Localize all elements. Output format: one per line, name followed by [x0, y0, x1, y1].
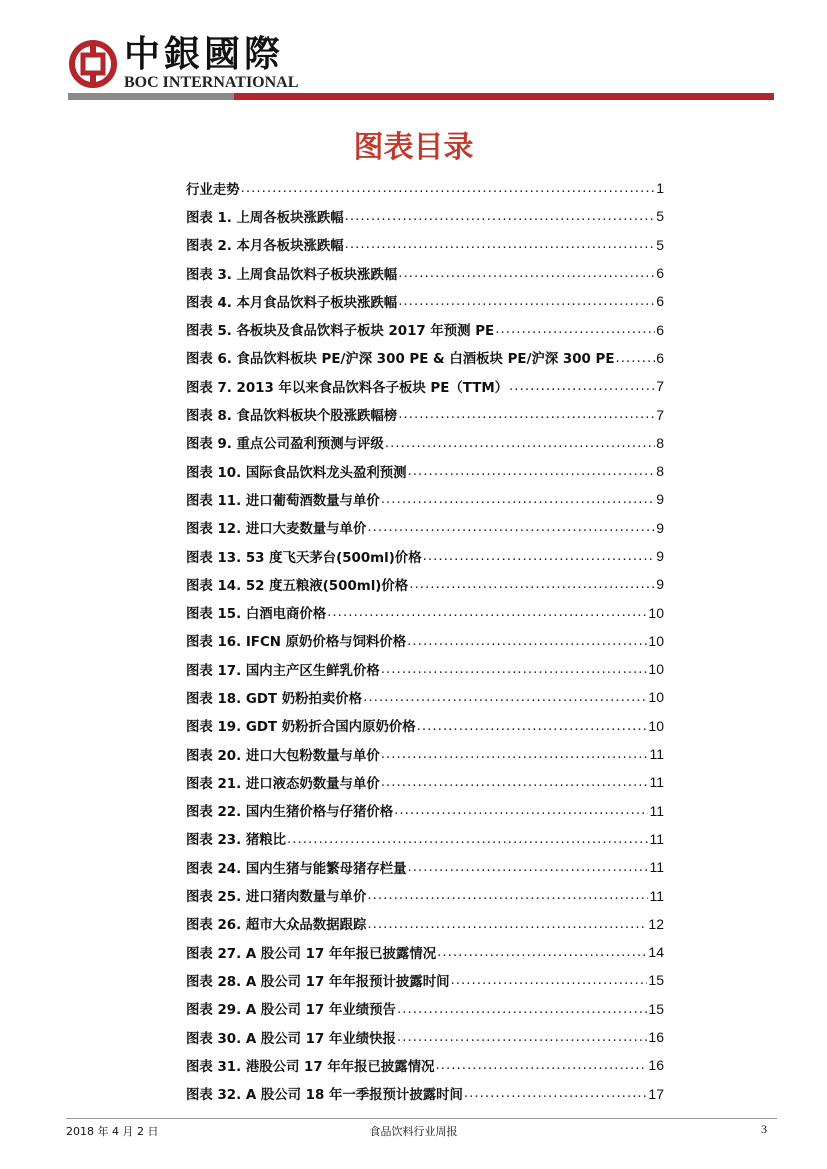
toc-entry-page: 10 [648, 717, 664, 734]
toc-entry-label: 图表 9. 重点公司盈利预测与评级 [186, 437, 384, 453]
toc-entry-label: 图表 3. 上周食品饮料子板块涨跌幅 [186, 267, 398, 283]
header-rule-red [234, 93, 774, 100]
toc-entry-page: 11 [649, 859, 664, 876]
toc-dot-leader [345, 210, 656, 230]
toc-entry-page: 15 [648, 1000, 664, 1017]
toc-entry-page: 5 [656, 208, 664, 225]
toc-dot-leader [241, 182, 656, 202]
toc-entry-page: 9 [656, 491, 664, 508]
toc-entry-page: 12 [648, 915, 664, 932]
toc-entry-label: 图表 16. IFCN 原奶价格与饲料价格 [186, 635, 407, 651]
toc-entry-page: 10 [648, 689, 664, 706]
toc-entry-page: 14 [648, 944, 664, 961]
toc-entry-label: 图表 21. 进口液态奶数量与单价 [186, 776, 380, 792]
toc-entry-page: 11 [649, 746, 664, 763]
toc-entry-page: 11 [649, 802, 664, 819]
toc-entry[interactable] [186, 542, 664, 570]
toc-entry-label: 图表 13. 53 度飞天茅台(500ml)价格 [186, 550, 422, 566]
toc-dot-leader [381, 663, 648, 683]
toc-dot-leader [423, 550, 656, 570]
toc-entry-page: 6 [656, 293, 664, 310]
toc-entry-label: 图表 19. GDT 奶粉折合国内原奶价格 [186, 720, 416, 736]
toc-entry-label: 行业走势 [186, 182, 240, 198]
toc-entry-label: 图表 28. A 股公司 17 年年报预计披露时间 [186, 974, 450, 990]
toc-dot-leader [381, 748, 649, 768]
toc-entry-page: 11 [649, 774, 664, 791]
toc-entry-page: 6 [656, 349, 664, 366]
toc-dot-leader [615, 352, 655, 372]
toc-dot-leader [435, 1059, 647, 1079]
footer-report-name: 食品饮料行业周报 [369, 1125, 458, 1138]
toc-entry[interactable] [186, 825, 664, 853]
toc-entry[interactable] [186, 174, 664, 202]
toc-entry[interactable] [186, 372, 664, 400]
toc-dot-leader [409, 578, 655, 598]
toc-entry-label: 图表 26. 超市大众品数据跟踪 [186, 918, 367, 934]
toc-entry-page: 5 [656, 236, 664, 253]
toc-entry-page: 9 [656, 576, 664, 593]
toc-entry[interactable] [186, 797, 664, 825]
toc-entry-page: 16 [648, 1057, 664, 1074]
toc-dot-leader [397, 1003, 647, 1023]
toc-entry-label: 图表 7. 2013 年以来食品饮料各子板块 PE（TTM） [186, 380, 509, 396]
toc-entry[interactable] [186, 287, 664, 315]
toc-entry[interactable] [186, 315, 664, 343]
toc-entry-label: 图表 14. 52 度五粮液(500ml)价格 [186, 578, 409, 594]
toc-entry-label: 图表 18. GDT 奶粉拍卖价格 [186, 691, 363, 707]
toc-dot-leader [345, 238, 656, 258]
toc-dot-leader [407, 635, 647, 655]
toc-entry[interactable] [186, 1080, 664, 1108]
toc-entry-label: 图表 24. 国内生猪与能繁母猪存栏量 [186, 861, 407, 877]
toc-entry-label: 图表 12. 进口大麦数量与单价 [186, 522, 367, 538]
toc-entry[interactable] [186, 627, 664, 655]
toc-entry[interactable] [186, 259, 664, 287]
toc-entry[interactable] [186, 344, 664, 372]
footer-date: 2018 年 4 月 2 日 [66, 1125, 159, 1138]
toc-entry[interactable] [186, 429, 664, 457]
toc-entry[interactable] [186, 202, 664, 230]
toc-dot-leader [397, 1031, 647, 1051]
toc-entry-label: 图表 23. 猪粮比 [186, 833, 286, 849]
toc-entry[interactable] [186, 400, 664, 428]
toc-entry-page: 1 [656, 180, 664, 197]
toc-dot-leader [417, 720, 648, 740]
toc-entry-label: 图表 32. A 股公司 18 年一季报预计披露时间 [186, 1088, 463, 1104]
toc-entry[interactable] [186, 938, 664, 966]
toc-dot-leader [367, 521, 655, 541]
toc-entry-page: 11 [649, 830, 664, 847]
toc-entry-label: 图表 6. 食品饮料板块 PE/沪深 300 PE & 白酒板块 PE/沪深 300 PE [186, 352, 615, 368]
boc-logo-icon [69, 40, 117, 88]
toc-entry[interactable] [186, 995, 664, 1023]
toc-entry-page: 7 [656, 378, 664, 395]
toc-entry[interactable] [186, 485, 664, 513]
toc-entry-label: 图表 20. 进口大包粉数量与单价 [186, 748, 380, 764]
toc-dot-leader [495, 323, 655, 343]
toc-entry[interactable] [186, 457, 664, 485]
toc-entry-page: 10 [648, 661, 664, 678]
toc-entry[interactable] [186, 712, 664, 740]
toc-dot-leader [287, 833, 648, 853]
toc-entry-page: 11 [649, 887, 664, 904]
toc-entry-page: 8 [656, 434, 664, 451]
toc-entry-page: 8 [656, 463, 664, 480]
toc-dot-leader [385, 437, 655, 457]
toc-entry-label: 图表 25. 进口猪肉数量与单价 [186, 890, 367, 906]
toc-entry-page: 10 [648, 632, 664, 649]
toc-dot-leader [363, 691, 647, 711]
toc-entry[interactable] [186, 231, 664, 259]
toc-entry-label: 图表 11. 进口葡萄酒数量与单价 [186, 493, 380, 509]
toc-entry[interactable] [186, 881, 664, 909]
toc-dot-leader [408, 861, 649, 881]
page-header [0, 0, 827, 105]
footer-page-number: 3 [761, 1122, 767, 1136]
toc-entry-label: 图表 17. 国内主产区生鲜乳价格 [186, 663, 380, 679]
logo-english-name: BOC INTERNATIONAL [124, 74, 299, 91]
toc-dot-leader [394, 804, 648, 824]
toc-entry-label: 图表 10. 国际食品饮料龙头盈利预测 [186, 465, 407, 481]
toc-dot-leader [398, 267, 655, 287]
toc-entry-page: 6 [656, 321, 664, 338]
toc-entry[interactable] [186, 655, 664, 683]
toc-entry[interactable] [186, 853, 664, 881]
toc-entry-label: 图表 31. 港股公司 17 年年报已披露情况 [186, 1059, 435, 1075]
logo-chinese-name: 中銀國際 [124, 33, 285, 75]
header-rule-gray [68, 93, 234, 100]
toc-dot-leader [437, 946, 647, 966]
toc-entry-label: 图表 8. 食品饮料板块个股涨跌幅榜 [186, 409, 398, 425]
toc-dot-leader [451, 974, 648, 994]
toc-dot-leader [381, 493, 655, 513]
table-of-figures [186, 174, 664, 1108]
toc-entry-page: 15 [648, 972, 664, 989]
toc-entry-label: 图表 4. 本月食品饮料子板块涨跌幅 [186, 295, 398, 311]
toc-dot-leader [509, 380, 655, 400]
page-title: 图表目录 [353, 130, 474, 165]
toc-entry-label: 图表 27. A 股公司 17 年年报已披露情况 [186, 946, 437, 962]
toc-dot-leader [408, 465, 656, 485]
toc-entry[interactable] [186, 1023, 664, 1051]
toc-entry[interactable] [186, 1051, 664, 1079]
footer-rule [66, 1118, 777, 1119]
toc-dot-leader [398, 408, 655, 428]
toc-entry-page: 17 [648, 1085, 664, 1102]
toc-entry[interactable] [186, 768, 664, 796]
toc-dot-leader [464, 1087, 648, 1107]
toc-entry-label: 图表 1. 上周各板块涨跌幅 [186, 210, 344, 226]
toc-entry[interactable] [186, 966, 664, 994]
toc-entry-page: 16 [648, 1029, 664, 1046]
toc-entry-label: 图表 15. 白酒电商价格 [186, 607, 327, 623]
toc-entry[interactable] [186, 910, 664, 938]
toc-entry-page: 6 [656, 265, 664, 282]
toc-entry-label: 图表 29. A 股公司 17 年业绩预告 [186, 1003, 396, 1019]
toc-dot-leader [398, 295, 655, 315]
toc-entry-page: 7 [656, 406, 664, 423]
toc-entry-label: 图表 5. 各板块及食品饮料子板块 2017 年预测 PE [186, 324, 495, 340]
toc-entry-page: 9 [656, 548, 664, 564]
toc-entry-page: 10 [648, 604, 664, 621]
toc-dot-leader [367, 889, 648, 909]
toc-entry[interactable] [186, 570, 664, 598]
toc-entry[interactable] [186, 740, 664, 768]
toc-dot-leader [327, 606, 647, 626]
toc-entry[interactable] [186, 598, 664, 626]
toc-dot-leader [367, 918, 647, 938]
toc-entry-label: 图表 22. 国内生猪价格与仔猪价格 [186, 805, 394, 821]
toc-entry-label: 图表 2. 本月各板块涨跌幅 [186, 239, 344, 255]
toc-entry[interactable] [186, 514, 664, 542]
toc-entry[interactable] [186, 683, 664, 711]
toc-dot-leader [381, 776, 649, 796]
toc-entry-page: 9 [656, 519, 664, 536]
toc-entry-label: 图表 30. A 股公司 17 年业绩快报 [186, 1031, 396, 1047]
